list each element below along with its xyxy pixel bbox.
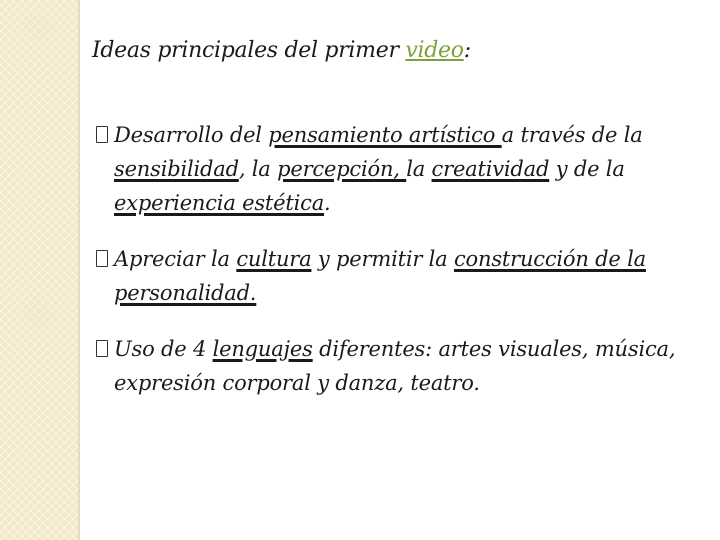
side-divider: [78, 0, 80, 540]
underlined-run: creatividad: [431, 157, 550, 181]
underlined-run: cultura: [236, 247, 312, 271]
bullet-text: [114, 247, 646, 305]
text-run: Uso de 4: [114, 337, 213, 361]
bullet-box-icon: [96, 340, 108, 357]
text-run: Apreciar la: [114, 247, 237, 271]
underlined-run: lenguajes: [212, 337, 313, 361]
bullet-box-icon: [96, 126, 108, 143]
bullet-item: [96, 332, 706, 400]
bullet-text: [114, 123, 643, 215]
underlined-run: sensibilidad: [114, 157, 239, 181]
bullet-box-icon: [96, 250, 108, 267]
text-run: diferentes: artes visuales, música, expresión corporal y danza, teatro.: [114, 337, 676, 395]
underlined-run: percepción,: [277, 157, 407, 181]
bullet-list: [96, 118, 706, 422]
text-run: la: [406, 157, 432, 181]
underlined-run: pensamiento artístico: [268, 123, 502, 147]
bullet-item: [96, 118, 706, 220]
title-lead: Ideas principales del primer: [92, 38, 406, 63]
underlined-run: construcción de la personalidad.: [114, 247, 646, 305]
decorative-side-band: [0, 0, 78, 540]
text-run: a través de la: [501, 123, 643, 147]
title-highlight: video: [405, 38, 464, 63]
underlined-run: experiencia estética: [114, 191, 325, 215]
text-run: .: [324, 191, 331, 215]
text-run: Desarrollo del: [114, 123, 269, 147]
bullet-text: [114, 337, 675, 395]
text-run: y de la: [549, 157, 625, 181]
text-run: y permitir la: [311, 247, 454, 271]
title-tail: :: [463, 38, 471, 63]
text-run: , la: [238, 157, 278, 181]
bullet-item: [96, 242, 706, 310]
slide-title: [92, 38, 692, 63]
